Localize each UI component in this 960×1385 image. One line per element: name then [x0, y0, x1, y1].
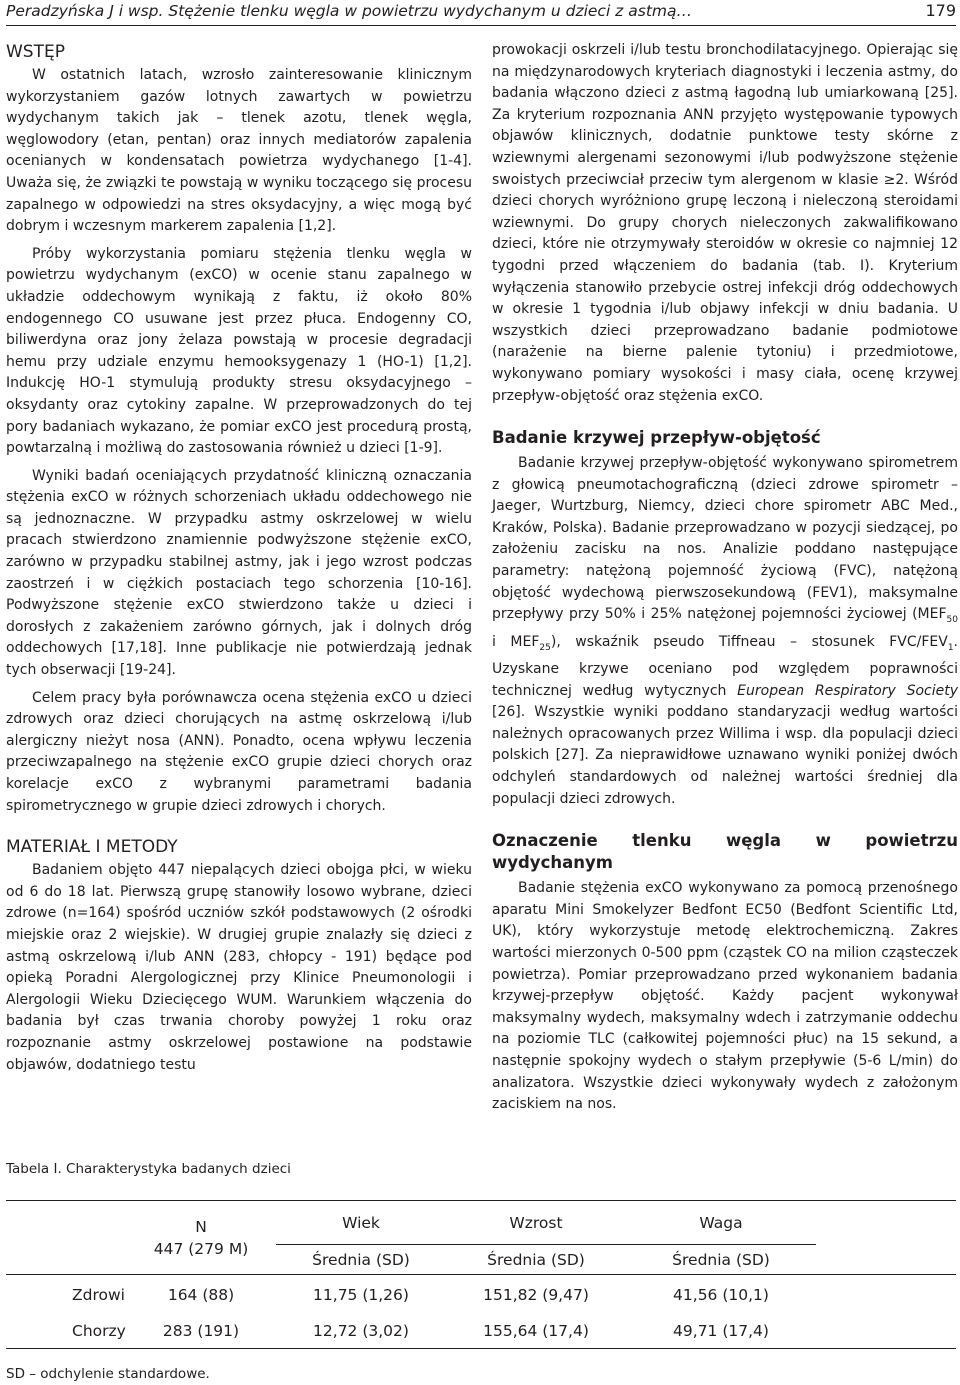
flow-text-ers: European Respiratory Society	[737, 682, 958, 699]
flow-text-e: ), wskaźnik pseudo Tiffneau – stosunek FVC/FEV	[550, 633, 948, 650]
row-spacer	[816, 1315, 956, 1349]
running-head	[6, 0, 956, 22]
methods-paragraph-2: prowokacji oskrzeli i/lub testu bronchodilatacyjnego. Opierając się na międzynarodowych kryteriach diagnostyki i leczenia astmy, do badania włączono dzieci z astmą łagodną lub umiarkowaną [25]. Za kryterium rozpoznania ANN przyjęto występowanie typowych objawów klinicznych, dodatnie punktowe testy skórne z wziewnymi alergenami sezonowymi i/lub podwyższone stężenie swoistych przeciwciał przeciw tym alergenom w klasie ≥2. Wśród dzieci chorych wyróżniono grupę leczoną i nieleczoną steroidami wziewnymi. Do grupy chorych nieleczonych zakwalifikowano dzieci, które nie otrzymywały steroidów w okresie co najmniej 12 tygodni przed włączeniem do badania (tab. I). Kryterium wyłączenia stanowiło przebycie ostrej infekcji dróg oddechowych w okresie 1 tygodnia i/lub objawy infekcji w dniu badania. U wszystkich dzieci przeprowadzano badanie podmiotowe (narażenie na bierne palenie tytoniu) i przedmiotowe, wykonywano pomiary wysokości i masy ciała, ocenę krzywej przepływ-objętość oraz stężenia exCO.	[492, 42, 958, 404]
flow-volume-heading: Badanie krzywej przepływ-objętość	[492, 428, 821, 448]
intro-heading: WSTĘP	[6, 42, 65, 62]
flow-sub-50: 50	[946, 615, 958, 626]
table-corner	[6, 1201, 126, 1245]
table-header-row-1	[6, 1201, 956, 1245]
header-height: Wzrost	[509, 1213, 563, 1232]
header-n-cell	[126, 1201, 276, 1275]
header-stat-age: Średnia (SD)	[276, 1245, 446, 1275]
header-stat-height: Średnia (SD)	[446, 1245, 626, 1275]
header-rule	[6, 25, 956, 26]
intro-paragraph-4: Celem pracy była porównawcza ocena stężenia exCO u dzieci zdrowych oraz dzieci chorujących na astmę oskrzelową i/lub alergiczny nieżyt nosa (ANN). Ponadto, ocena wpływu leczenia przeciwzapalnego na stężenie exCO grupie dzieci chorych oraz korelacje exCO z wybranymi parametrami badania spirometrycznego w grupie dzieci zdrowych i chorych.	[6, 689, 472, 814]
row-weight: 49,71 (17,4)	[673, 1322, 769, 1341]
row-height: 151,82 (9,47)	[483, 1285, 589, 1304]
table-spacer	[816, 1201, 956, 1245]
running-head-title: Peradzyńska J i wsp. Stężenie tlenku węgla w powietrzu wydychanym u dzieci z astmą…	[6, 2, 692, 20]
table-caption: Tabela I. Charakterystyka badanych dzieci	[6, 1161, 291, 1177]
flow-text-c: i MEF	[492, 633, 540, 650]
intro-paragraph-1: W ostatnich latach, wzrosło zainteresowanie klinicznym wykorzystaniem gazów lotnych zawartych w powietrzu wydychanym takich jak – tlenek azotu, tlenek węgla, węglowodory (etan, pentan) oraz innych mediatorów zapalenia ocenianych w kondensatach powietrza wydychanego [1-4]. Uważa się, że związki te powstają w wyniku toczącego się procesu zapalnego w odpowiedzi na stres oksydacyjny, a więc mogą być dobrym i wczesnym markerem zapalenia [1,2].	[6, 67, 472, 235]
page-number: 179	[925, 1, 956, 20]
row-n: 164 (88)	[167, 1285, 235, 1304]
table-corner-2	[6, 1245, 126, 1275]
header-stat-weight: Średnia (SD)	[626, 1245, 816, 1275]
flow-text-g: . Uzyskane krzywe oceniano pod względem poprawności technicznej według wytycznych	[492, 633, 958, 699]
row-age: 12,72 (3,02)	[313, 1322, 409, 1341]
table-row	[6, 1275, 956, 1315]
characteristics-table	[6, 1200, 956, 1349]
row-age: 11,75 (1,26)	[313, 1285, 409, 1304]
row-label: Zdrowi	[72, 1285, 125, 1304]
table-footnote: SD – odchylenie standardowe.	[6, 1366, 210, 1382]
flow-text-a: Badanie krzywej przepływ-objętość wykonywano spirometrem z głowicą pneumotachograficzną (dzieci zdrowe spirometr – Jaeger, Wurtzburg, Niemcy, dzieci chore spirometr ABC Med., Kraków, Polska). Badanie przeprowadzano w pozycji siedzącej, po założeniu zacisku na nos. Analizie poddano następujące parametry: natężoną pojemność życiową (FVC), natężoną objętość wydechową pierwszosekundową (FEV1), maksymalne przepływy przy 50% i 25% natężonej pojemności życiowej (MEF	[492, 455, 958, 623]
flow-volume-paragraph	[492, 453, 958, 810]
co-paragraph: Badanie stężenia exCO wykonywano za pomocą przenośnego aparatu Mini Smokelyzer Bedfont EC50 (Bedfont Scientific Ltd, UK), który wykorzystuje metodę elektrochemiczną. Zakres wartości mierzonych 0-500 ppm (cząstek CO na milion cząsteczek powietrza). Pomiar przeprowadzano przed wykonaniem badania krzywej-przepływ objętość. Każdy pacjent wykonywał maksymalny wydech, maksymalny wdech i zatrzymanie oddechu na poziomie TLC (całkowitej pojemności płuc) na 15 sekund, a następnie spokojny wydech o stałym przepływie (5-6 L/min) do analizatora. Wszystkie dzieci wykonywały wydech z założonym zaciskiem na nos.	[492, 880, 958, 1113]
intro-paragraph-3: Wyniki badań oceniających przydatność kliniczną oznaczania stężenia exCO w różnych schorzeniach układu oddechowego nie są jednoznaczne. W przypadku astmy oskrzelowej w wielu pracach stwierdzono znamiennie podwyższone stężenie exCO, zarówno w przypadku stabilnej astmy, jak i jego wzrost podczas zaostrzeń i w ciężkich postaciach tego schorzenia [10-16]. Podwyższone stężenie exCO stwierdzono także u dzieci i dorosłych z zakażeniem zarówno górnych, jak i dolnych dróg oddechowych [17,18]. Inne publikacje nie potwierdzają jednak tych obserwacji [19-24].	[6, 467, 472, 679]
table-spacer-2	[816, 1245, 956, 1275]
table-row	[6, 1315, 956, 1349]
header-n-sub: 447 (279 M)	[153, 1239, 249, 1258]
header-n: N	[195, 1217, 207, 1236]
row-spacer	[816, 1275, 956, 1315]
row-weight: 41,56 (10,1)	[673, 1285, 769, 1304]
flow-sub-1: 1	[947, 642, 954, 653]
left-column	[6, 42, 472, 1082]
header-weight: Waga	[699, 1213, 743, 1232]
right-column	[492, 40, 958, 1122]
row-label: Chorzy	[72, 1322, 126, 1341]
flow-sub-25: 25	[539, 642, 551, 653]
row-n: 283 (191)	[162, 1322, 240, 1341]
intro-paragraph-2: Próby wykorzystania pomiaru stężenia tlenku węgla w powietrzu wydychanym (exCO) w ocenie stanu zapalnego w układzie oddechowym wynikają z faktu, iż około 80% endogennego CO usuwane jest przez płuca. Endogenny CO, biliwerdyna oraz jony żelaza powstają w procesie degradacji hemu przy udziale enzymu hemooksygenazy 1 (HO-1) [1,2]. Indukcję HO-1 stymulują produkty stresu oksydacyjnego – oksydanty oraz cytokiny zapalne. W przeprowadzonych do tej pory badaniach wykazano, że pomiar exCO jest procedurą prostą, powtarzalną i możliwą do zastosowania również u dzieci [1-9].	[6, 245, 472, 457]
methods-heading: MATERIAŁ I METODY	[6, 837, 178, 858]
methods-paragraph-1: Badaniem objęto 447 niepalących dzieci obojga płci, w wieku od 6 do 18 lat. Pierwszą grupę stanowiły losowo wybrane, dzieci zdrowe (n=164) spośród uczniów szkół podstawowych (2 ośrodki miejskie oraz 2 wiejskie). W drugiej grupie znalazły się dzieci z astmą oskrzelową i/lub ANN (283, chłopcy - 191) będące pod opieką Poradni Alergologicznej przy Klinice Pneumonologii i Alergologii Wieku Dziecięcego WUM. Warunkiem włączenia do badania był czas trwania choroby powyżej 1 roku oraz rozpoznanie astmy oskrzelowej postawione na podstawie objawów, dodatniego testu	[6, 862, 472, 1073]
flow-text-i: [26]. Wszystkie wyniki poddano standaryzacji według wartości należnych opracowanych przez Willima i wsp. dla populacji dzieci polskich [27]. Za nieprawidłowe uznawano wyniki poniżej dwóch odchyleń standardowych od należnej wartości średniej dla populacji dzieci zdrowych.	[492, 704, 958, 807]
header-age: Wiek	[342, 1213, 380, 1232]
co-heading: Oznaczenie tlenku węgla w powietrzu wydychanym	[492, 831, 958, 873]
row-height: 155,64 (17,4)	[483, 1322, 589, 1341]
